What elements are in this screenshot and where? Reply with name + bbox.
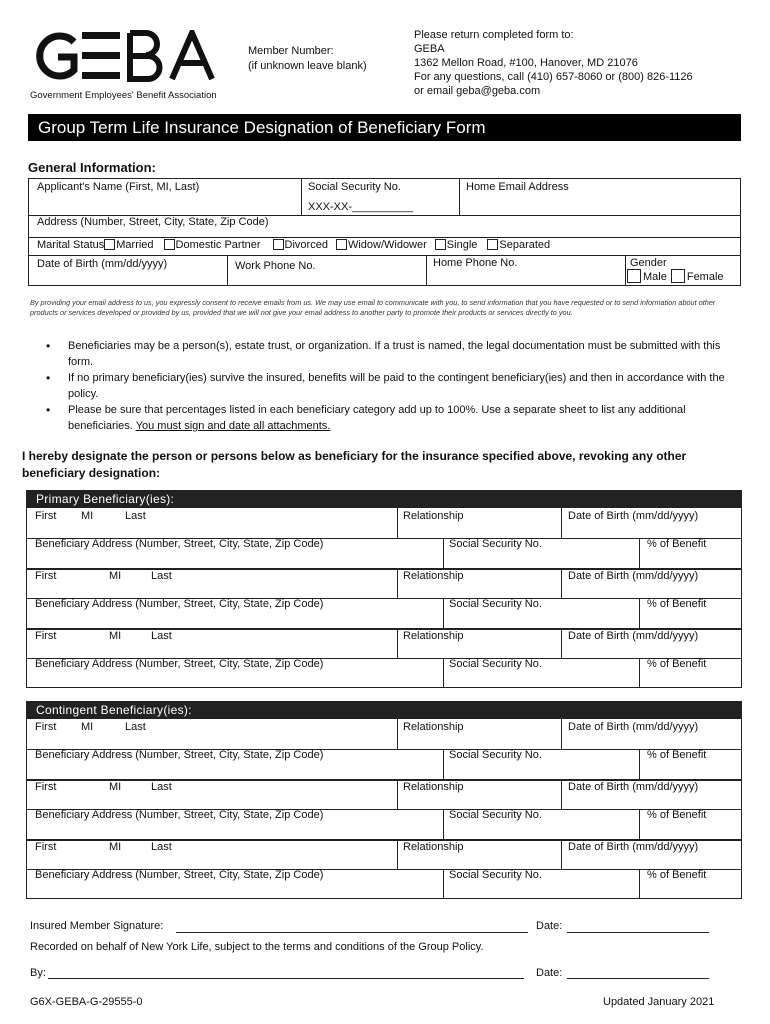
ssn-label: Social Security No. [449, 538, 542, 550]
address-label: Beneficiary Address (Number, Street, City, State, Zip Code) [35, 809, 324, 821]
ssn-label: Social Security No. [449, 809, 542, 821]
signature-line[interactable] [176, 932, 528, 933]
updated-date: Updated January 2021 [603, 996, 715, 1008]
divider [397, 508, 398, 538]
benefit-label: % of Benefit [647, 538, 707, 550]
male-label: Male [643, 271, 667, 283]
married-label: Married [116, 239, 154, 251]
return-line: For any questions, call (410) 657-8060 or (800) 826-1126 [414, 71, 693, 83]
relationship-label: Relationship [403, 721, 464, 733]
separated-label: Separated [499, 239, 551, 251]
primary-beneficiary-1[interactable] [27, 508, 741, 568]
dob-label: Date of Birth (mm/dd/yyyy) [37, 258, 168, 270]
mi-label: MI [109, 841, 122, 853]
instruction-item [30, 402, 746, 434]
relationship-label: Relationship [403, 570, 464, 582]
last-label: Last [151, 781, 172, 793]
dob-field[interactable] [29, 256, 227, 286]
relationship-label: Relationship [403, 841, 464, 853]
first-label: First [35, 841, 57, 853]
return-line: Please return completed form to: [414, 29, 574, 41]
dob-label: Date of Birth (mm/dd/yyyy) [568, 721, 699, 733]
form-title: Group Term Life Insurance Designation of Beneficiary Form [28, 114, 741, 141]
first-label: First [35, 630, 57, 642]
home-phone-label: Home Phone No. [433, 257, 518, 269]
divider [397, 839, 398, 869]
relationship-label: Relationship [403, 510, 464, 522]
checkbox-married[interactable] [104, 239, 115, 250]
general-info-heading: General Information: [28, 160, 156, 175]
divider [443, 658, 444, 688]
address-label: Address (Number, Street, City, State, Zip Code) [37, 216, 269, 228]
by-date-label: Date: [536, 967, 563, 979]
female-label: Female [686, 271, 724, 283]
last-label: Last [151, 841, 172, 853]
widow-label: Widow/Widower [347, 239, 427, 251]
home-email-field[interactable] [460, 179, 742, 215]
divider [397, 628, 398, 658]
return-line: GEBA [414, 43, 445, 55]
ssn-label: Social Security No. [449, 869, 542, 881]
divider [397, 719, 398, 749]
work-phone-field[interactable] [228, 256, 426, 286]
instructions-list [30, 338, 746, 434]
primary-beneficiaries-table [26, 508, 742, 688]
designation-statement: I hereby designate the person or persons below as beneficiary for the insurance specified above, revoking any other beneficiary designation: [22, 449, 687, 480]
instruction-item [30, 370, 746, 402]
relationship-label: Relationship [403, 630, 464, 642]
checkbox-separated[interactable] [487, 239, 498, 250]
instruction-text: If no primary beneficiary(ies) survive the insured, benefits will be paid to the contingent beneficiary(ies) and then in accordance with the policy. [68, 372, 725, 400]
logo-subtitle: Government Employees' Benefit Association [30, 90, 217, 101]
first-label: First [35, 781, 57, 793]
ssn-field[interactable] [302, 179, 459, 215]
dob-label: Date of Birth (mm/dd/yyyy) [568, 570, 699, 582]
checkbox-female[interactable] [671, 269, 685, 283]
divider [29, 237, 740, 238]
dob-label: Date of Birth (mm/dd/yyyy) [568, 781, 699, 793]
by-line[interactable] [48, 978, 524, 979]
ssn-label: Social Security No. [449, 658, 542, 670]
first-label: First [35, 721, 57, 733]
general-info-table [28, 178, 741, 286]
divider [561, 779, 562, 809]
divider [561, 839, 562, 869]
ssn-label: Social Security No. [449, 749, 542, 761]
work-phone-label: Work Phone No. [235, 260, 316, 272]
last-label: Last [151, 630, 172, 642]
divider [561, 628, 562, 658]
last-label: Last [125, 721, 146, 733]
contingent-beneficiary-3[interactable] [27, 839, 741, 899]
member-number-hint: (if unknown leave blank) [248, 60, 367, 72]
ssn-label: Social Security No. [449, 598, 542, 610]
geba-logo [30, 30, 220, 101]
contingent-heading: Contingent Beneficiary(ies): [26, 701, 742, 719]
primary-heading: Primary Beneficiary(ies): [26, 490, 742, 508]
mi-label: MI [109, 781, 122, 793]
checkbox-male[interactable] [627, 269, 641, 283]
benefit-label: % of Benefit [647, 869, 707, 881]
return-line: 1362 Mellon Road, #100, Hanover, MD 21076 [414, 57, 638, 69]
checkbox-divorced[interactable] [273, 239, 284, 250]
home-phone-field[interactable] [427, 256, 625, 286]
member-number-label: Member Number: [248, 45, 334, 57]
address-label: Beneficiary Address (Number, Street, City, State, Zip Code) [35, 538, 324, 550]
return-address [414, 28, 693, 98]
dob-label: Date of Birth (mm/dd/yyyy) [568, 510, 699, 522]
marital-status-row [37, 239, 550, 251]
first-label: First [35, 510, 57, 522]
return-line: or email geba@geba.com [414, 85, 541, 97]
signature-date-label: Date: [536, 920, 563, 932]
divider [397, 779, 398, 809]
gender-field [626, 256, 740, 286]
divider [443, 869, 444, 899]
mi-label: MI [81, 510, 94, 522]
form-code: G6X-GEBA-G-29555-0 [30, 996, 143, 1008]
address-label: Beneficiary Address (Number, Street, City, State, Zip Code) [35, 658, 324, 670]
dob-label: Date of Birth (mm/dd/yyyy) [568, 841, 699, 853]
signature-label: Insured Member Signature: [30, 920, 164, 932]
single-label: Single [446, 239, 478, 251]
divider [639, 538, 640, 568]
relationship-label: Relationship [403, 781, 464, 793]
last-label: Last [125, 510, 146, 522]
first-label: First [35, 570, 57, 582]
address-label: Beneficiary Address (Number, Street, City, State, Zip Code) [35, 869, 324, 881]
address-label: Beneficiary Address (Number, Street, City, State, Zip Code) [35, 749, 324, 761]
gender-options [627, 269, 724, 283]
benefit-label: % of Benefit [647, 658, 707, 670]
by-date-line[interactable] [567, 978, 709, 979]
email-consent-text: By providing your email address to us, you expressly consent to receive emails from us. We may use email to communicate with you, to send information that you have requested or to send information about other products or services developed or provided by us, provided that we will not give your email address to another party to promote their products or services directly to you. [30, 298, 716, 317]
ssn-label: Social Security No. [308, 181, 401, 193]
divider [443, 809, 444, 839]
marital-status-label: Marital Status [37, 239, 105, 251]
mi-label: MI [109, 630, 122, 642]
address-field[interactable] [29, 216, 740, 238]
last-label: Last [151, 570, 172, 582]
primary-beneficiary-3[interactable] [27, 628, 741, 688]
divider [443, 749, 444, 779]
ssn-value: XXX-XX-__________ [308, 201, 414, 213]
contingent-beneficiary-2[interactable] [27, 779, 741, 839]
divider [443, 538, 444, 568]
checkbox-domestic-partner[interactable] [164, 239, 175, 250]
checkbox-widow[interactable] [336, 239, 347, 250]
applicant-name-field[interactable] [29, 179, 301, 215]
divider [561, 719, 562, 749]
address-label: Beneficiary Address (Number, Street, City, State, Zip Code) [35, 598, 324, 610]
contingent-beneficiaries-table [26, 719, 742, 899]
recorded-statement: Recorded on behalf of New York Life, subject to the terms and conditions of the Group Policy. [30, 941, 484, 953]
benefit-label: % of Benefit [647, 598, 707, 610]
divider [639, 869, 640, 899]
divider [639, 658, 640, 688]
divider [639, 598, 640, 628]
divorced-label: Divorced [284, 239, 328, 251]
mi-label: MI [81, 721, 94, 733]
contingent-beneficiary-1[interactable] [27, 719, 741, 779]
divider [443, 598, 444, 628]
applicant-name-label: Applicant's Name (First, MI, Last) [37, 181, 200, 193]
instruction-text: Please be sure that percentages listed in each beneficiary category add up to 100%. Use a separate sheet to list any additional beneficiaries. [68, 404, 686, 432]
divider [639, 749, 640, 779]
divider [639, 809, 640, 839]
instruction-underlined: You must sign and date all attachments. [135, 420, 331, 432]
geba-logo-mark [30, 30, 220, 82]
checkbox-single[interactable] [435, 239, 446, 250]
benefit-label: % of Benefit [647, 809, 707, 821]
by-label: By: [30, 967, 46, 979]
primary-beneficiary-2[interactable] [27, 568, 741, 628]
divider [561, 568, 562, 598]
home-email-label: Home Email Address [466, 181, 569, 193]
signature-date-line[interactable] [567, 932, 709, 933]
divider [561, 508, 562, 538]
divider [397, 568, 398, 598]
mi-label: MI [109, 570, 122, 582]
benefit-label: % of Benefit [647, 749, 707, 761]
gender-label: Gender [630, 257, 667, 269]
instruction-item [30, 338, 746, 370]
domestic-partner-label: Domestic Partner [175, 239, 261, 251]
instruction-text: Beneficiaries may be a person(s), estate trust, or organization. If a trust is named, the legal documentation must be submitted with this form. [68, 340, 721, 368]
dob-label: Date of Birth (mm/dd/yyyy) [568, 630, 699, 642]
